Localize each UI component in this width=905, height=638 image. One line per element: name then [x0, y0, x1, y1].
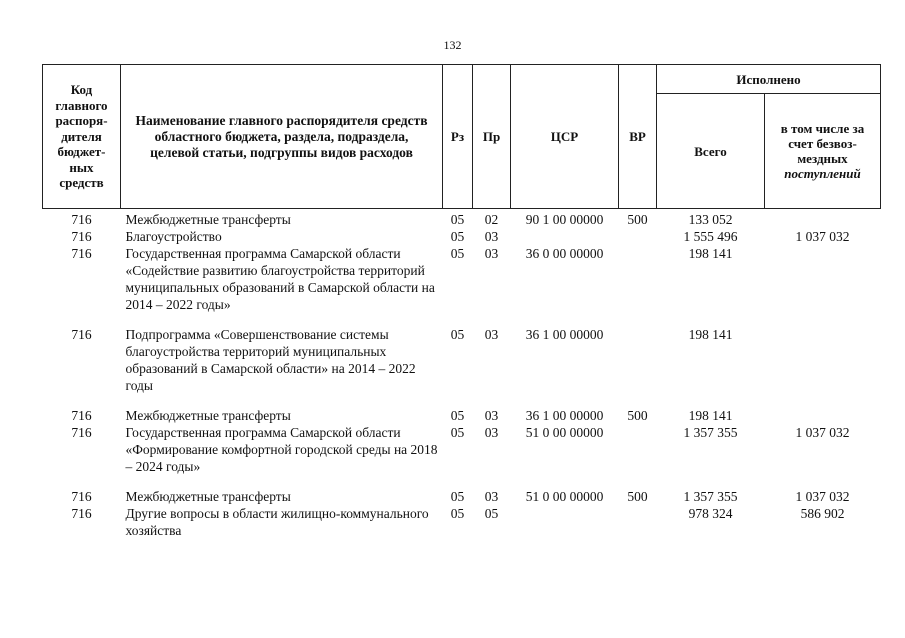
cell-vr [619, 326, 657, 407]
cell-name: Государственная программа Самарской области «Формирование комфортной городской среды на 2018 – 2024 годы» [125, 425, 438, 474]
table-row [43, 488, 881, 505]
cell-code: 716 [71, 212, 92, 227]
header-executed: Исполнено [657, 65, 881, 94]
header-csr: ЦСР [511, 65, 619, 209]
cell-pr: 03 [484, 229, 499, 244]
cell-vr [619, 228, 657, 245]
cell-pr: 05 [484, 506, 499, 521]
table-header [43, 65, 881, 209]
cell-name: Благоустройство [125, 229, 222, 244]
cell-rz: 05 [450, 506, 465, 521]
cell-rz: 05 [450, 246, 465, 261]
cell-csr [511, 505, 619, 539]
table-row [43, 228, 881, 245]
header-total: Всего [657, 94, 765, 209]
table-row [43, 407, 881, 424]
cell-csr: 36 1 00 00000 [525, 408, 604, 423]
cell-csr: 51 0 00 00000 [525, 425, 604, 440]
header-code: Код главного распоря- дителя бюджет- ных средств [43, 65, 121, 209]
cell-vr: 500 [627, 212, 648, 227]
cell-pr: 03 [484, 489, 499, 504]
cell-csr: 90 1 00 00000 [525, 212, 604, 227]
cell-rz: 05 [450, 408, 465, 423]
cell-total: 1 555 496 [683, 229, 738, 244]
cell-pr: 03 [484, 425, 499, 440]
table-row [43, 326, 881, 407]
cell-name: Другие вопросы в области жилищно-коммунального хозяйства [125, 506, 429, 538]
cell-name: Межбюджетные трансферты [125, 489, 291, 504]
page-number: 132 [443, 38, 462, 52]
cell-pr: 03 [484, 246, 499, 261]
table-row [43, 424, 881, 488]
cell-vr [619, 505, 657, 539]
cell-total: 978 324 [688, 506, 733, 521]
header-pr: Пр [473, 65, 511, 209]
cell-csr: 51 0 00 00000 [525, 489, 604, 504]
cell-total: 198 141 [688, 246, 733, 261]
cell-rz: 05 [450, 229, 465, 244]
cell-code: 716 [71, 327, 92, 342]
cell-total: 1 357 355 [683, 489, 738, 504]
header-vr: ВР [619, 65, 657, 209]
cell-grants [765, 245, 881, 326]
cell-pr: 02 [484, 212, 499, 227]
cell-grants [765, 326, 881, 407]
cell-name: Подпрограмма «Совершенствование системы благоустройства территорий муниципальных образований в Самарской области» на 2014 – 2022 годы [125, 327, 416, 393]
cell-csr: 36 1 00 00000 [525, 327, 604, 342]
cell-total: 198 141 [688, 327, 733, 342]
table-body [43, 209, 881, 540]
cell-code: 716 [71, 246, 92, 261]
cell-grants: 1 037 032 [795, 229, 850, 244]
cell-code: 716 [71, 229, 92, 244]
table-row [43, 245, 881, 326]
table-row [43, 505, 881, 539]
cell-rz: 05 [450, 425, 465, 440]
cell-code: 716 [71, 425, 92, 440]
header-name: Наименование главного распорядителя средств областного бюджета, раздела, подраздела, целевой статьи, подгруппы видов расходов [121, 65, 443, 209]
cell-total: 133 052 [688, 212, 733, 227]
header-rz: Рз [443, 65, 473, 209]
table-row [43, 209, 881, 229]
cell-name: Межбюджетные трансферты [125, 212, 291, 227]
cell-vr: 500 [627, 408, 648, 423]
cell-code: 716 [71, 506, 92, 521]
cell-name: Государственная программа Самарской области «Содействие развитию благоустройства территорий муниципальных образований в Самарской области на 2014 – 2022 годы» [125, 246, 435, 312]
budget-table [42, 64, 881, 539]
cell-grants [765, 407, 881, 424]
cell-vr: 500 [627, 489, 648, 504]
cell-total: 1 357 355 [683, 425, 738, 440]
cell-total: 198 141 [688, 408, 733, 423]
cell-csr: 36 0 00 00000 [525, 246, 604, 261]
cell-code: 716 [71, 489, 92, 504]
cell-vr [619, 424, 657, 488]
cell-grants [765, 209, 881, 229]
cell-grants: 1 037 032 [795, 489, 850, 504]
header-grants: в том числе за счет безвоз- мездных поступлений [765, 94, 881, 209]
cell-csr [511, 228, 619, 245]
cell-rz: 05 [450, 489, 465, 504]
cell-pr: 03 [484, 327, 499, 342]
cell-pr: 03 [484, 408, 499, 423]
cell-rz: 05 [450, 212, 465, 227]
cell-vr [619, 245, 657, 326]
cell-rz: 05 [450, 327, 465, 342]
cell-grants: 586 902 [800, 506, 845, 521]
cell-grants: 1 037 032 [795, 425, 850, 440]
cell-name: Межбюджетные трансферты [125, 408, 291, 423]
cell-code: 716 [71, 408, 92, 423]
